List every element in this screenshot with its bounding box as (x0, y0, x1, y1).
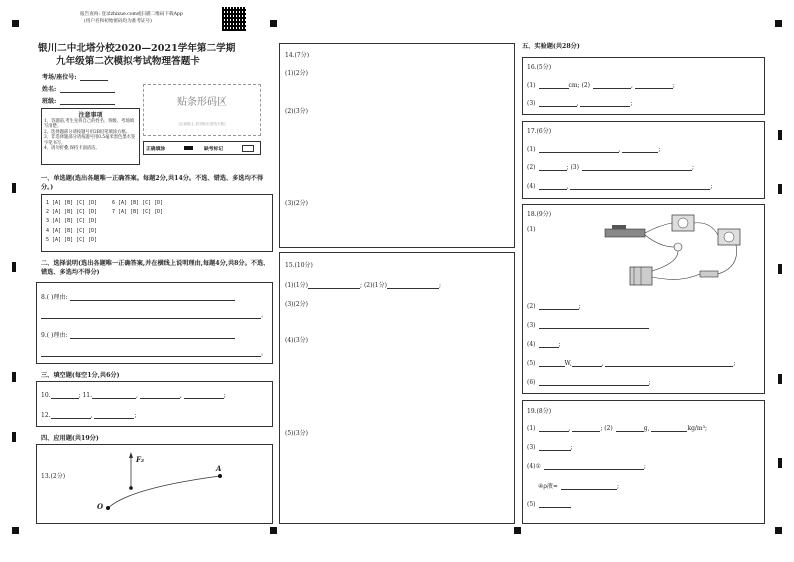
absent-mark-label: 缺考标记 (204, 146, 224, 152)
q17-part1[interactable]: (1) , ; (527, 146, 661, 153)
q18-title: 18.(9分) (527, 211, 552, 218)
q18-part6[interactable]: (6) ; (527, 379, 651, 386)
notice-line-1: 报告查询: 登录zhixue.com或扫描二维码下载App (80, 12, 183, 17)
corner-mark-tm (270, 20, 277, 27)
corner-mark-bm (270, 527, 277, 534)
fill-example-box (143, 141, 261, 155)
notes-title: 注意事项 (78, 112, 103, 119)
q14-part3: (3)(2分) (285, 200, 308, 207)
answer-row-4[interactable]: 4 [A] [B] [C] [D] (46, 228, 98, 234)
q10-field[interactable]: 10. ; 11. , , ; (41, 392, 226, 399)
q12-field[interactable]: 12. , ; (41, 412, 137, 419)
name-field[interactable]: 姓名: (42, 84, 115, 93)
q15-part1[interactable]: (1)(1分) ; (2)(1分) ; (285, 282, 441, 289)
barcode-area (143, 84, 261, 136)
q15-part4: (5)(3分) (285, 430, 308, 437)
edge-mark (778, 458, 782, 468)
q19-part4b[interactable]: ④ρ液= ; (538, 483, 619, 490)
section2-title: 二、选择说明(选出各题唯一正确答案,并在横线上说明理由,每题4分,共8分。不选、错选、多选均不得分) (41, 260, 270, 276)
q18-part2[interactable]: (2) ; (527, 303, 581, 310)
q19-part5[interactable]: (5) (527, 500, 571, 508)
q15-part3: (4)(3分) (285, 337, 308, 344)
q16-title: 16.(5分) (527, 64, 552, 71)
q9-line2[interactable]: 。 (41, 348, 267, 357)
q8-label[interactable]: 8.( )理由: (41, 292, 235, 301)
notes-item: 1、答题前,考生先将自己的姓名、班级、考场填写清楚。 (44, 119, 135, 130)
notice-line-2: (用户名和初始密码均为准考证号) (84, 19, 152, 24)
q18-part5[interactable]: (5) W, , ; (527, 360, 736, 367)
edge-mark (12, 262, 16, 272)
page-title-line1: 银川二中北塔分校2020—2021学年第二学期 (38, 43, 236, 54)
q19-title: 19.(8分) (527, 408, 552, 415)
q17-title: 17.(6分) (527, 128, 552, 135)
q19-part1[interactable]: (1) , ; (2) g, kg/m³; (527, 425, 708, 432)
label-o: O (97, 502, 104, 511)
section3-answer-box (36, 381, 273, 427)
q14-part1: (1)(2分) (285, 70, 308, 77)
q15-title: 15.(10分) (285, 262, 313, 269)
notes-item: 3、非选择题部分请按题号用0.5毫米黑色墨水签字笔书写。 (44, 135, 136, 146)
circuit-diagram (600, 207, 750, 295)
q19-part3[interactable]: (3) ; (527, 444, 573, 451)
q18-part1: (1) (527, 226, 536, 233)
q17-part4[interactable]: (4) , ; (527, 183, 713, 190)
edge-mark (12, 432, 16, 442)
barcode-title: 贴条形码区 (177, 97, 227, 108)
q14-title: 14.(7分) (285, 52, 310, 59)
answer-row-3[interactable]: 3 [A] [B] [C] [D] (46, 218, 98, 224)
barcode-hint: (正面朝上,切勿贴出虚线方框) (178, 122, 226, 126)
edge-mark (778, 184, 782, 194)
answer-row-7[interactable]: 7 [A] [B] [C] [D] (112, 209, 164, 215)
edge-mark (12, 372, 16, 382)
answer-row-5[interactable]: 5 [A] [B] [C] [D] (46, 237, 98, 243)
label-a: A (216, 464, 222, 473)
section4-title: 四、应用题(共19分) (41, 435, 99, 442)
correct-fill-label: 正确填涂 (146, 146, 166, 152)
corner-mark-br (775, 527, 782, 534)
page-title-line2: 九年级第二次模拟考试物理答题卡 (56, 56, 200, 67)
answer-row-6[interactable]: 6 [A] [B] [C] [D] (112, 200, 164, 206)
qr-code (222, 7, 246, 31)
q19-part4[interactable]: (4)① ; (527, 463, 646, 470)
corner-mark-bm2 (514, 527, 521, 534)
section5-title: 五、实验题(共28分) (522, 43, 580, 50)
edge-mark (778, 130, 782, 140)
q16-part3[interactable]: (3) , ; (527, 100, 633, 107)
q14-part2: (2)(3分) (285, 108, 308, 115)
edge-mark (778, 264, 782, 274)
seat-field[interactable]: 考场/座位号: (42, 72, 108, 81)
q16-part1[interactable]: (1) cm; (2) , ; (527, 82, 675, 89)
q13-label: 13.(2分) (41, 473, 66, 480)
q15-box (279, 252, 515, 524)
corner-mark-tl (12, 20, 19, 27)
class-field[interactable]: 班级: (42, 96, 115, 105)
answer-row-2[interactable]: 2 [A] [B] [C] [D] (46, 209, 98, 215)
correct-fill-sample (184, 146, 193, 150)
absent-mark-box[interactable] (242, 145, 254, 152)
edge-mark (12, 183, 16, 193)
notes-box (41, 108, 140, 165)
answer-row-1[interactable]: 1 [A] [B] [C] [D] (46, 200, 98, 206)
edge-mark (778, 374, 782, 384)
q18-part3[interactable]: (3) (527, 321, 649, 329)
section1-title: 一、单选题(选出各题唯一正确答案。每题2分,共14分。不选、错选、多选均不得分。) (41, 175, 264, 191)
lever-diagram (90, 450, 240, 516)
q14-box (279, 43, 515, 248)
section3-title: 三、填空题(每空1分,共6分) (41, 372, 120, 379)
q15-part2: (3)(2分) (285, 301, 308, 308)
notes-item: 2、选择题部分请按题号用2B铅笔填涂方框。 (44, 129, 130, 135)
q8-line2[interactable]: 。 (41, 310, 267, 319)
q9-label[interactable]: 9.( )理由: (41, 330, 235, 339)
corner-mark-bl (12, 527, 19, 534)
label-f2: F₂ (136, 455, 145, 464)
corner-mark-tr (775, 20, 782, 27)
q17-part2[interactable]: (2) ; (3) ; (527, 164, 694, 171)
notes-item: 4、请勿折叠,保持卡面清洁。 (44, 146, 100, 152)
q18-part4[interactable]: (4) ; (527, 341, 561, 348)
